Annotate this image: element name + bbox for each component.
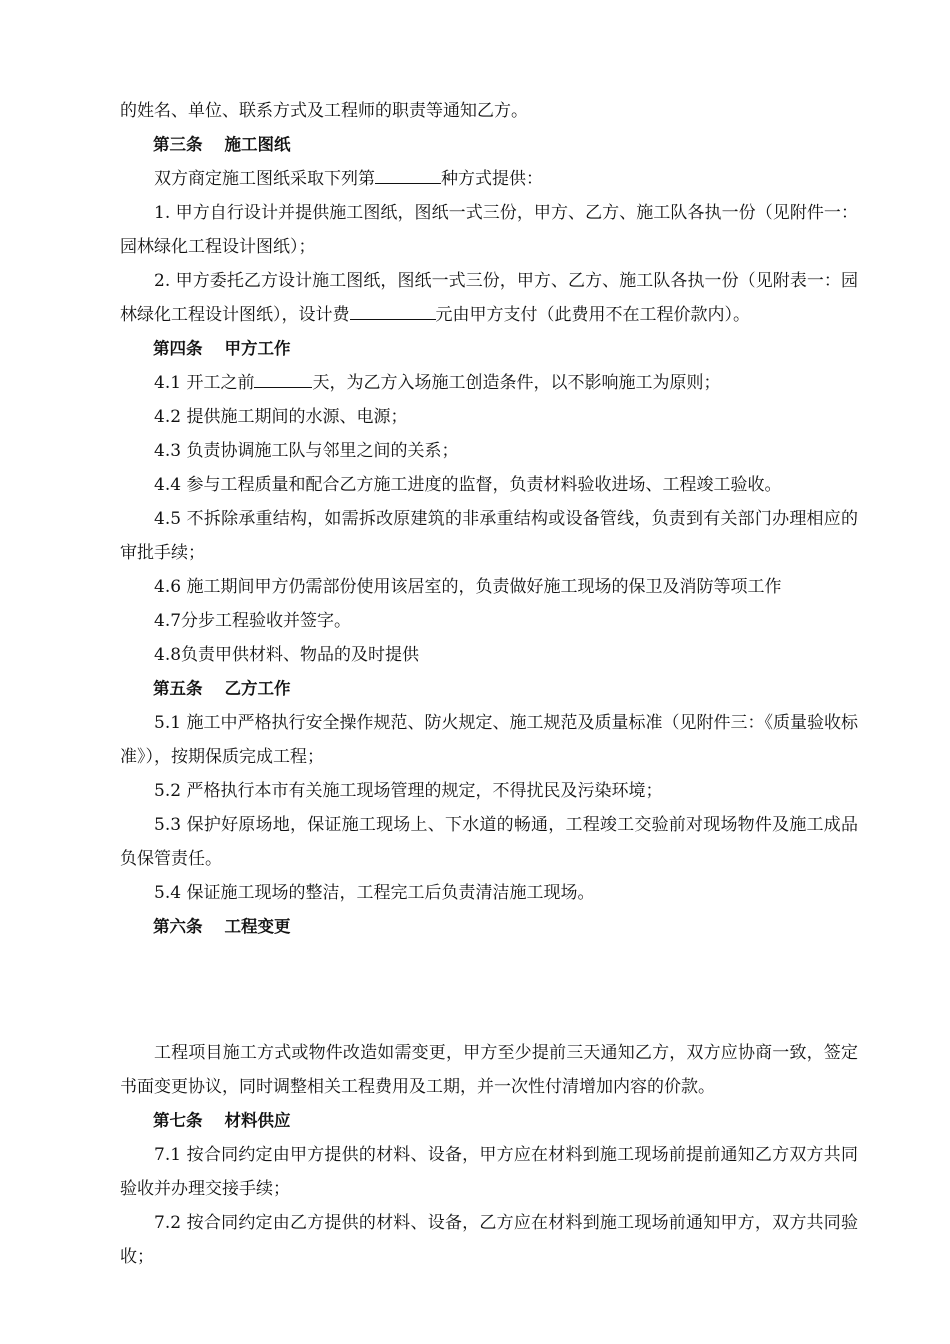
article-number: 第七条	[153, 1111, 203, 1130]
paragraph: 4.3 负责协调施工队与邻里之间的关系；	[154, 441, 459, 461]
article-title: 施工图纸	[224, 135, 291, 154]
text-run: 元由甲方支付（此费用不在工程价款内）。	[435, 305, 750, 325]
article-heading-7	[120, 1104, 858, 1138]
paragraph: 4.6 施工期间甲方仍需部份使用该居室的，负责做好施工现场的保卫及消防等项工作	[154, 577, 782, 597]
article-heading-5	[120, 672, 858, 706]
paragraph: 4.5 不拆除承重结构，如需拆改原建筑的非承重结构或设备管线，负责到有关部门办理相应的审批手续；	[120, 509, 858, 563]
text-run: 双方商定施工图纸采取下列第	[154, 169, 375, 189]
article-number: 第四条	[153, 339, 203, 358]
paragraph: 1. 甲方自行设计并提供施工图纸，图纸一式三份，甲方、乙方、施工队各执一份（见附件一：园林绿化工程设计图纸）；	[120, 203, 858, 257]
paragraph: 4.4 参与工程质量和配合乙方施工进度的监督，负责材料验收进场、工程竣工验收。	[154, 475, 782, 495]
article-heading-6	[120, 910, 858, 944]
paragraph: 4.2 提供施工期间的水源、电源；	[154, 407, 408, 427]
fill-blank[interactable]	[375, 165, 441, 184]
paragraph: 工程项目施工方式或物件改造如需变更，甲方至少提前三天通知乙方，双方应协商一致，签定书面变更协议，同时调整相关工程费用及工期，并一次性付清增加内容的价款。	[120, 1043, 858, 1097]
text-run: 天，为乙方入场施工创造条件，以不影响施工为原则；	[312, 373, 721, 393]
text-run: 2. 甲方委托乙方设计施工图纸，图纸一式三份，甲方、乙方、施工队各执一份（见附表一：园林绿化工程设计图纸），设计费	[120, 271, 858, 325]
paragraph: 5.1 施工中严格执行安全操作规范、防火规定、施工规范及质量标准（见附件三：《质量验收标准》），按期保质完成工程；	[120, 713, 858, 767]
paragraph: 5.4 保证施工现场的整洁，工程完工后负责清洁施工现场。	[154, 883, 595, 903]
paragraph: 7.2 按合同约定由乙方提供的材料、设备，乙方应在材料到施工现场前通知甲方，双方共同验收；	[120, 1213, 858, 1267]
paragraph: 7.1 按合同约定由甲方提供的材料、设备，甲方应在材料到施工现场前提前通知乙方双方共同验收并办理交接手续；	[120, 1145, 858, 1199]
article-heading-3	[120, 128, 858, 162]
article-number: 第三条	[153, 135, 203, 154]
article-number: 第六条	[153, 917, 203, 936]
article-title: 乙方工作	[224, 679, 291, 698]
article-title: 工程变更	[224, 917, 291, 936]
text-run: 4.1 开工之前	[154, 373, 255, 393]
article-title: 甲方工作	[224, 339, 291, 358]
paragraph: 5.3 保护好原场地，保证施工现场上、下水道的畅通，工程竣工交验前对现场物件及施工成品负保管责任。	[120, 815, 858, 869]
fill-blank[interactable]	[350, 301, 436, 320]
paragraph: 4.7分步工程验收并签字。	[154, 611, 352, 631]
article-number: 第五条	[153, 679, 203, 698]
document-page	[120, 94, 858, 1274]
article-title: 材料供应	[224, 1111, 291, 1130]
fill-blank[interactable]	[254, 369, 312, 388]
paragraph	[120, 264, 858, 332]
paragraph: 4.8负责甲供材料、物品的及时提供	[154, 645, 420, 665]
paragraph: 的姓名、单位、联系方式及工程师的职责等通知乙方。	[120, 101, 528, 121]
article-heading-4	[120, 332, 858, 366]
paragraph	[120, 366, 858, 400]
paragraph: 5.2 严格执行本市有关施工现场管理的规定，不得扰民及污染环境；	[154, 781, 663, 801]
paragraph	[120, 162, 858, 196]
blank-space	[120, 944, 858, 1036]
text-run: 种方式提供：	[441, 169, 543, 189]
